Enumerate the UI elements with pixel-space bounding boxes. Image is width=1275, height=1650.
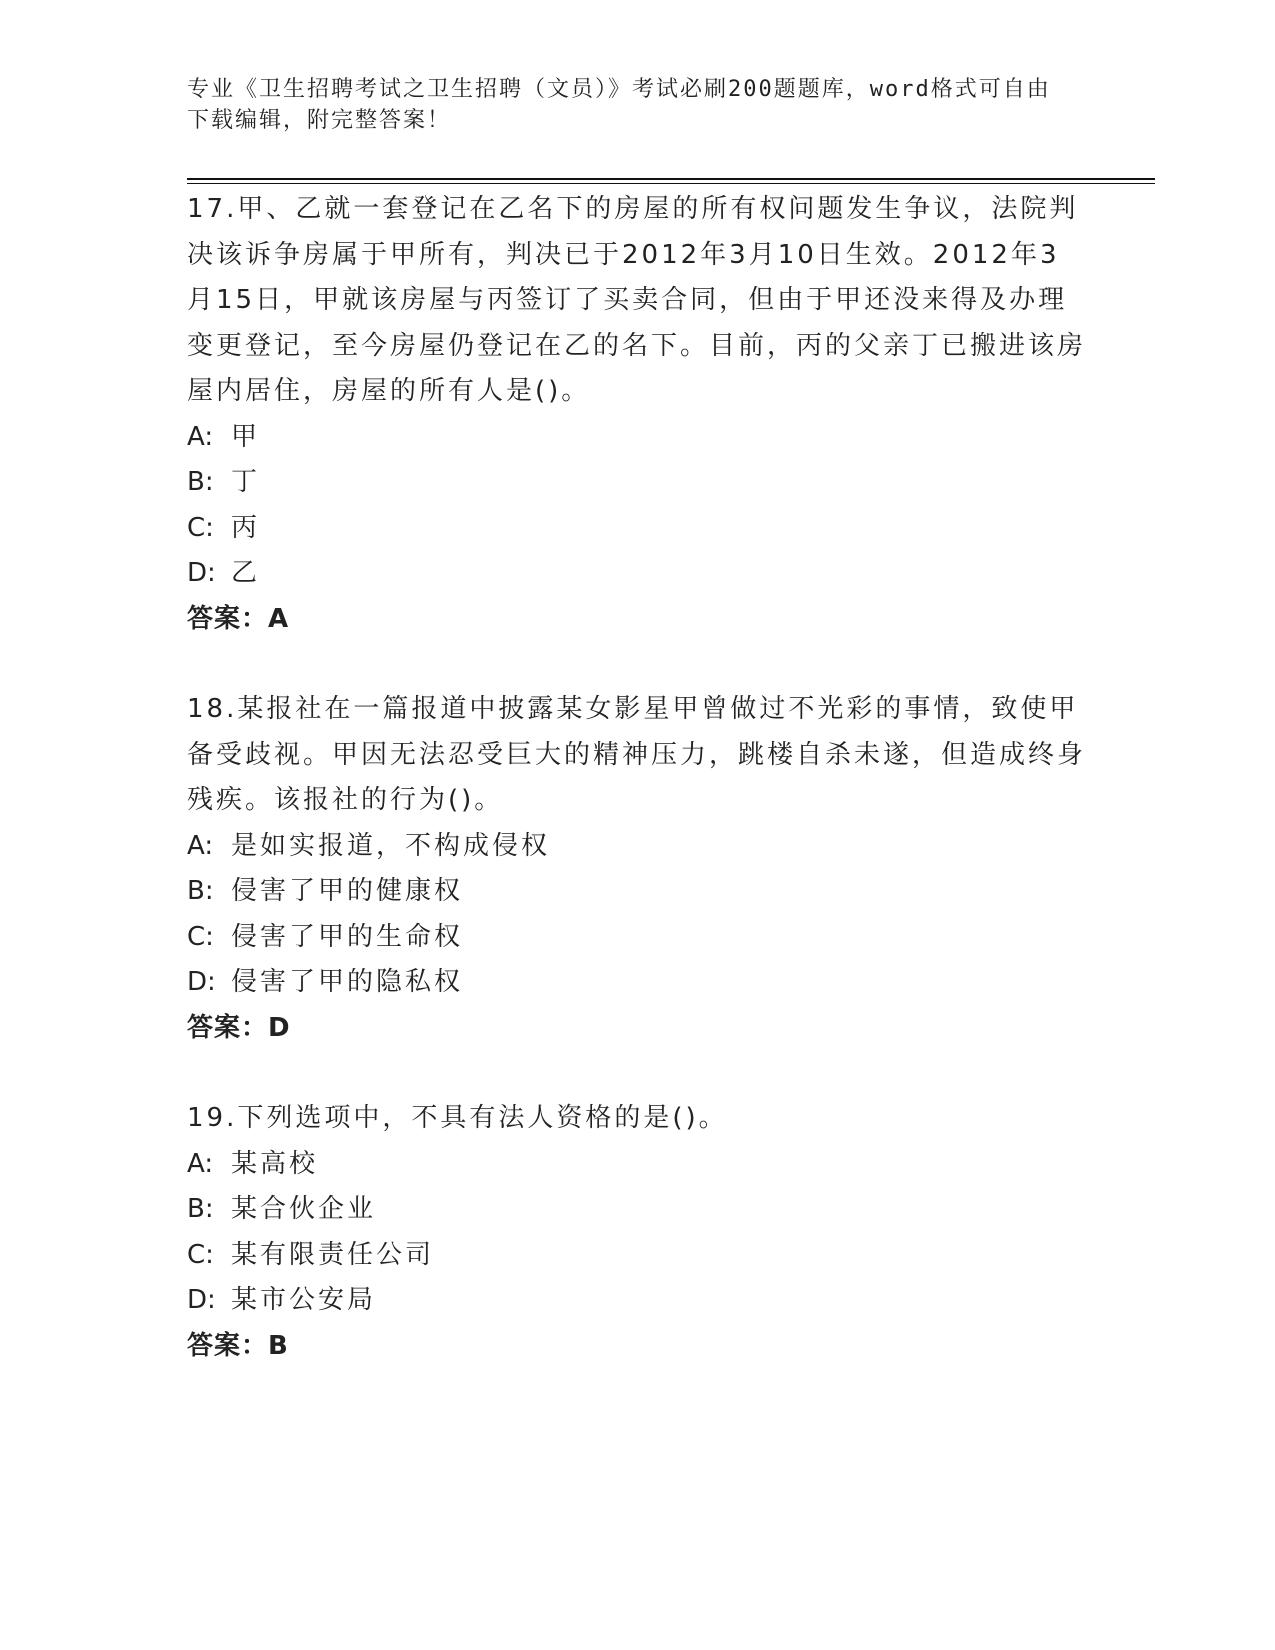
option-d — [187, 1278, 1087, 1324]
option-c — [187, 915, 1087, 961]
option-letter: B: — [187, 876, 214, 906]
option-d — [187, 551, 1087, 597]
option-letter: D: — [187, 1285, 216, 1315]
document-header: 专业《卫生招聘考试之卫生招聘（文员）》考试必刷200题题库，word格式可自由下载编辑，附完整答案！ — [187, 77, 1051, 133]
option-text: 某市公安局 — [231, 1285, 377, 1315]
option-letter: A: — [187, 421, 214, 452]
option-letter: A: — [187, 1148, 214, 1179]
option-text: 侵害了甲的健康权 — [231, 876, 464, 906]
option-text: 乙 — [231, 558, 261, 588]
question-18 — [187, 687, 1087, 1051]
option-letter: D: — [187, 967, 216, 997]
option-b — [187, 869, 1087, 915]
answer-line: 答案：D — [187, 1012, 291, 1043]
option-text: 丙 — [231, 512, 261, 543]
question-text: 17.甲、乙就一套登记在乙名下的房屋的所有权问题发生争议，法院判决该诉争房属于甲所有，判决已于2012年3月10日生效。2012年3月15日，甲就该房屋与丙签订了买卖合同，但由于甲还没来得及办理变更登记，至今房屋仍登记在乙的名下。目前，丙的父亲丁已搬进该房屋内居住，房屋的所有人是()。 — [187, 194, 1087, 406]
option-text: 某合伙企业 — [231, 1194, 377, 1224]
option-text: 侵害了甲的生命权 — [231, 921, 464, 952]
header-divider-thick — [187, 178, 1155, 180]
option-text: 侵害了甲的隐私权 — [231, 967, 464, 997]
option-d — [187, 960, 1087, 1006]
option-letter: B: — [187, 1194, 214, 1224]
questions-list — [187, 187, 1087, 1369]
option-letter: D: — [187, 558, 216, 588]
answer-line: 答案：A — [187, 603, 290, 634]
option-letter: A: — [187, 830, 214, 861]
option-letter: B: — [187, 467, 214, 497]
option-text: 某高校 — [231, 1148, 319, 1179]
option-text: 是如实报道，不构成侵权 — [231, 830, 551, 861]
option-b — [187, 1187, 1087, 1233]
option-b — [187, 460, 1087, 506]
header-divider-thin — [187, 183, 1155, 184]
question-17 — [187, 187, 1087, 642]
option-a — [187, 824, 1087, 870]
option-a — [187, 1142, 1087, 1188]
option-c — [187, 506, 1087, 552]
option-letter: C: — [187, 921, 214, 952]
answer-line: 答案：B — [187, 1330, 289, 1361]
option-letter: C: — [187, 1239, 214, 1270]
option-a — [187, 415, 1087, 461]
option-c — [187, 1233, 1087, 1279]
question-text: 18.某报社在一篇报道中披露某女影星甲曾做过不光彩的事情，致使甲备受歧视。甲因无法忍受巨大的精神压力，跳楼自杀未遂，但造成终身残疾。该报社的行为()。 — [187, 694, 1087, 815]
option-text: 丁 — [231, 467, 261, 497]
question-text: 19.下列选项中，不具有法人资格的是()。 — [187, 1103, 728, 1133]
option-text: 某有限责任公司 — [231, 1239, 435, 1270]
option-text: 甲 — [231, 421, 261, 452]
question-19 — [187, 1096, 1087, 1369]
option-letter: C: — [187, 512, 214, 543]
